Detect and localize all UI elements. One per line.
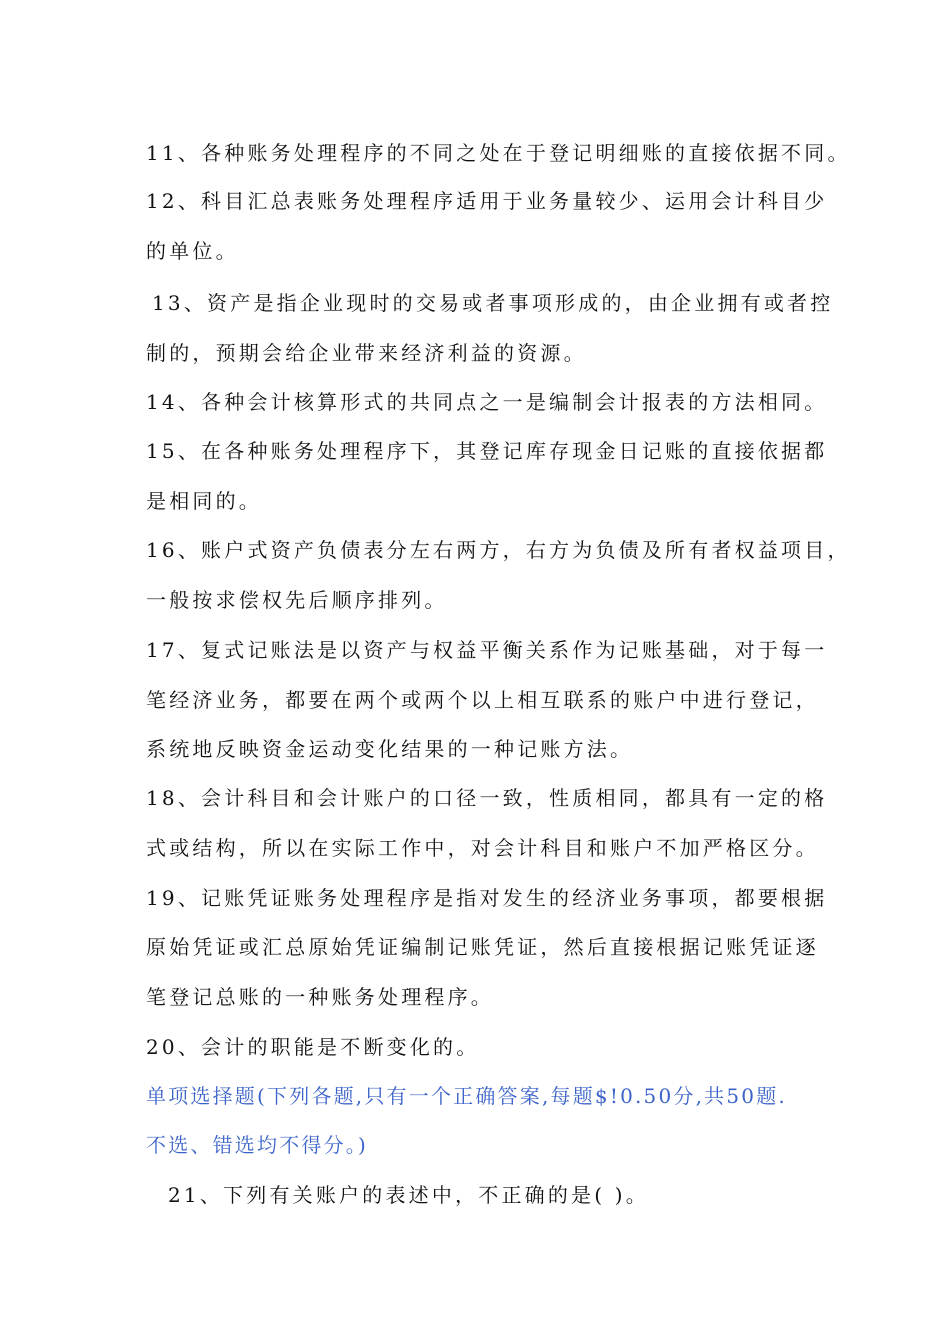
statement-17-line-3: 系统地反映资金运动变化结果的一种记账方法。 [146, 737, 634, 761]
statement-18-line-2: 式或结构，所以在实际工作中，对会计科目和账户不加严格区分。 [146, 836, 819, 860]
statement-13-line-2: 制的，预期会给企业带来经济利益的资源。 [146, 341, 587, 365]
section-heading-line-1: 单项选择题(下列各题,只有一个正确答案,每题$!0.50分,共50题. [146, 1084, 787, 1108]
statement-19-line-1: 19、记账凭证账务处理程序是指对发生的经济业务事项，都要根据 [146, 886, 828, 910]
statement-20-line-1: 20、会计的职能是不断变化的。 [146, 1035, 480, 1059]
section-heading-line-2: 不选、错选均不得分。) [146, 1133, 369, 1157]
question-21-stem: 21、下列有关账户的表述中，不正确的是( )。 [168, 1183, 650, 1207]
statement-17-line-1: 17、复式记账法是以资产与权益平衡关系作为记账基础，对于每一 [146, 638, 828, 662]
statement-15-line-2: 是相同的。 [146, 489, 262, 513]
statement-18-line-1: 18、会计科目和会计账户的口径一致，性质相同，都具有一定的格 [146, 786, 828, 810]
statement-17-line-2: 笔经济业务，都要在两个或两个以上相互联系的账户中进行登记， [146, 688, 819, 712]
statement-14-line-1: 14、各种会计核算形式的共同点之一是编制会计报表的方法相同。 [146, 390, 828, 414]
statement-19-line-2: 原始凭证或汇总原始凭证编制记账凭证，然后直接根据记账凭证逐 [146, 935, 819, 959]
statement-12-line-1: 12、科目汇总表账务处理程序适用于业务量较少、运用会计科目少 [146, 189, 828, 213]
statement-19-line-3: 笔登记总账的一种账务处理程序。 [146, 985, 494, 1009]
statement-11-line-1: 11、各种账务处理程序的不同之处在于登记明细账的直接依据不同。 [146, 141, 851, 165]
statement-13-line-1: 13、资产是指企业现时的交易或者事项形成的，由企业拥有或者控 [152, 291, 834, 315]
statement-12-line-2: 的单位。 [146, 239, 239, 263]
statement-16-line-2: 一般按求偿权先后顺序排列。 [146, 588, 448, 612]
statement-16-line-1: 16、账户式资产负债表分左右两方，右方为负债及所有者权益项目， [146, 538, 851, 562]
statement-15-line-1: 15、在各种账务处理程序下，其登记库存现金日记账的直接依据都 [146, 439, 828, 463]
